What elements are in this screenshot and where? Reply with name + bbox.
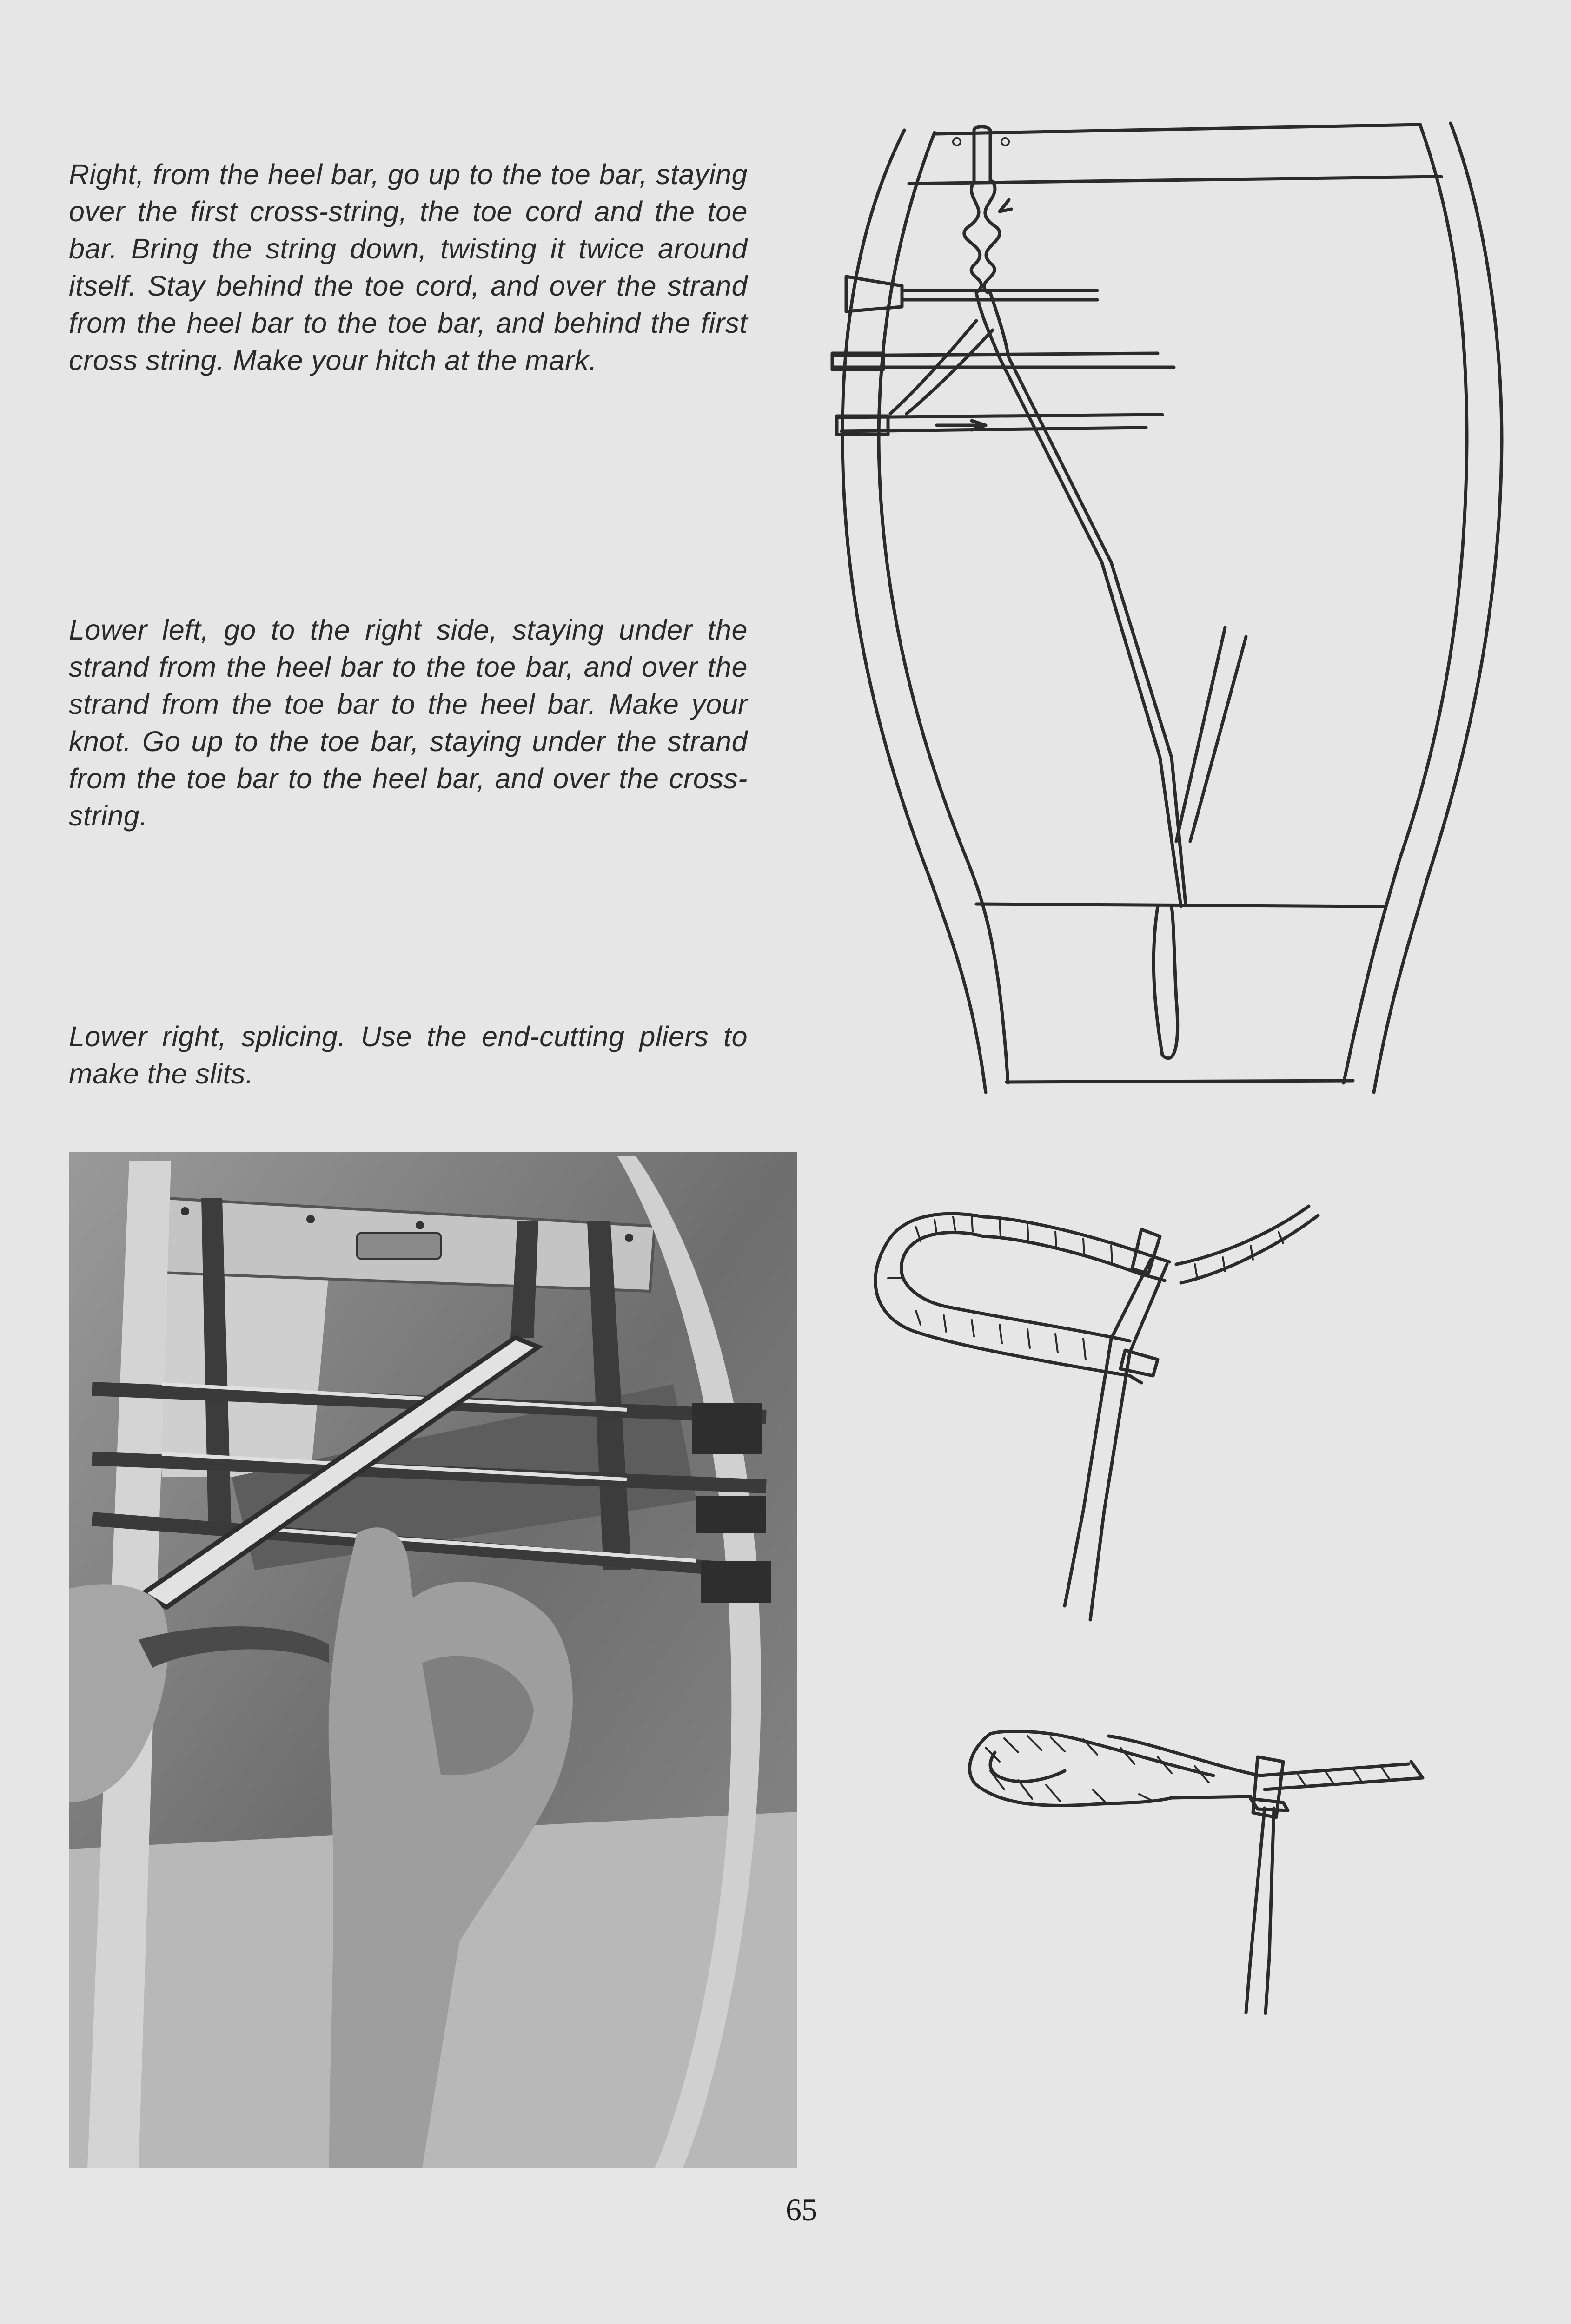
cross-string-1 — [902, 290, 1097, 300]
vertical-strand — [1065, 1260, 1167, 1620]
background-light-area — [152, 1268, 329, 1477]
loop-outer — [970, 1734, 1251, 1806]
frame-wrap — [701, 1561, 771, 1603]
arrow-icon — [1000, 200, 1011, 211]
photo-splicing-snowshoe — [69, 1152, 797, 2168]
bottom-edge — [1007, 1081, 1353, 1082]
frame-inner-right — [1344, 125, 1467, 1083]
photo-illustration — [69, 1152, 797, 2168]
frame-inner-left — [879, 132, 1008, 1083]
splice-diagram-open — [860, 1185, 1465, 1650]
tail-strand — [1176, 1206, 1318, 1283]
snowshoe-lacing-diagram — [814, 116, 1511, 1139]
instruction-paragraph-lower-right: Lower right, splicing. Use the end-cutting pliers to make the slits. — [69, 1021, 748, 1089]
frame-outer-right — [1374, 123, 1502, 1092]
nail-hole-icon — [953, 138, 961, 145]
diagonal-strand-main — [976, 293, 1186, 906]
frame-outer-left — [842, 130, 986, 1092]
frame-wrap — [696, 1496, 766, 1533]
nail-hole-icon — [1001, 138, 1009, 145]
instruction-paragraph-lower-left: Lower left, go to the right side, staying under the strand from the heel bar to the toe bar, and over the strand from the toe bar to the heel bar. Make your knot. Go up to the toe bar, staying under the strand from the toe bar to the heel bar, and over the cross-string. — [69, 614, 748, 832]
frame-wrap — [692, 1403, 762, 1454]
needle-eye — [1153, 906, 1177, 1058]
splice-diagram-closed — [953, 1697, 1465, 2068]
vertical-strand — [1246, 1808, 1274, 2014]
top-edge — [935, 125, 1420, 134]
return-strand — [1176, 627, 1246, 841]
page-number: 65 — [786, 2192, 817, 2227]
instruction-paragraph-right: Right, from the heel bar, go up to the toe bar, staying over the first cross-string, the toe cord and the toe bar. Bring the string down, twisting it twice around itself. Stay behind the toe cord, and over the strand from the heel bar to the toe bar, and behind the first cross string. Make your hitch at the mark. — [69, 158, 748, 376]
loop-inner-2 — [990, 1752, 1065, 1782]
slit-tab-lower — [1251, 1799, 1288, 1810]
maker-label — [357, 1233, 441, 1259]
twisted-strand — [964, 181, 1000, 293]
tail-strand — [1109, 1736, 1423, 1789]
hatching — [888, 1216, 1283, 1360]
toe-cord — [974, 127, 990, 181]
loop-inner — [901, 1232, 1130, 1341]
